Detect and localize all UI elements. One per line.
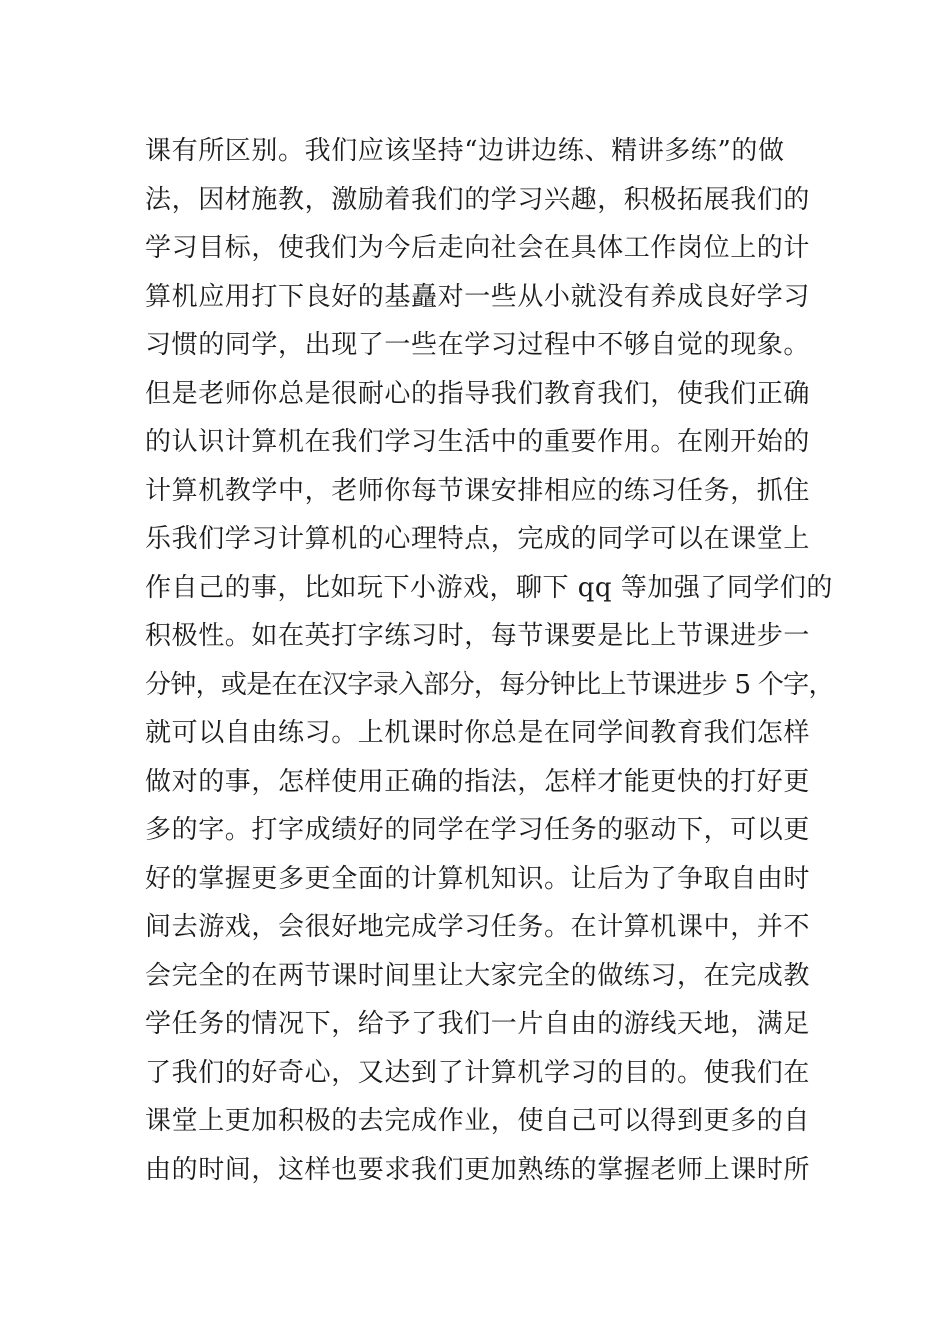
text-line: 但是老师你总是很耐心的指导我们教育我们，使我们正确: [145, 378, 811, 409]
text-line: 分钟，或是在在汉字录入部分，每分钟比上节课进步 5 个字，: [145, 669, 834, 700]
text-line: 法，因材施教，激励着我们的学习兴趣，积极拓展我们的: [145, 184, 811, 215]
text-line: 多的字。打字成绩好的同学在学习任务的驱动下，可以更: [145, 815, 811, 845]
text-line: 乐我们学习计算机的心理特点，完成的同学可以在课堂上: [145, 524, 811, 554]
text-line: 了我们的好奇心，又达到了计算机学习的目的。使我们在: [145, 1057, 811, 1088]
text-line: 会完全的在两节课时间里让大家完全的做练习，在完成教: [145, 960, 811, 991]
text-line: 学习目标，使我们为今后走向社会在具体工作岗位上的计: [145, 233, 811, 263]
text-line: 课有所区别。我们应该坚持“边讲边练、精讲多练”的做: [145, 136, 785, 166]
text-line: 习惯的同学，出现了一些在学习过程中不够自觉的现象。: [145, 330, 811, 360]
text-line: 就可以自由练习。上机课时你总是在同学间教育我们怎样: [145, 718, 811, 748]
text-line: 算机应用打下良好的基矗对一些从小就没有养成良好学习: [145, 281, 811, 312]
body-text: [145, 127, 835, 1194]
text-line: 学任务的情况下，给予了我们一片自由的游线天地，满足: [145, 1009, 811, 1039]
text-line: 作自己的事，比如玩下小游戏，聊下 qq 等加强了同学们的: [145, 572, 833, 603]
text-line: 间去游戏，会很好地完成学习任务。在计算机课中，并不: [145, 912, 811, 942]
text-line: 好的掌握更多更全面的计算机知识。让后为了争取自由时: [145, 863, 811, 894]
text-line: 由的时间，这样也要求我们更加熟练的掌握老师上课时所: [145, 1154, 811, 1185]
text-line: 的认识计算机在我们学习生活中的重要作用。在刚开始的: [145, 427, 811, 457]
text-line: 积极性。如在英打字练习时，每节课要是比上节课进步一: [145, 621, 811, 651]
text-line: 计算机教学中，老师你每节课安排相应的练习任务，抓住: [145, 475, 811, 506]
text-line: 做对的事，怎样使用正确的指法，怎样才能更快的打好更: [145, 766, 811, 797]
text-line: 课堂上更加积极的去完成作业，使自己可以得到更多的自: [145, 1106, 811, 1136]
